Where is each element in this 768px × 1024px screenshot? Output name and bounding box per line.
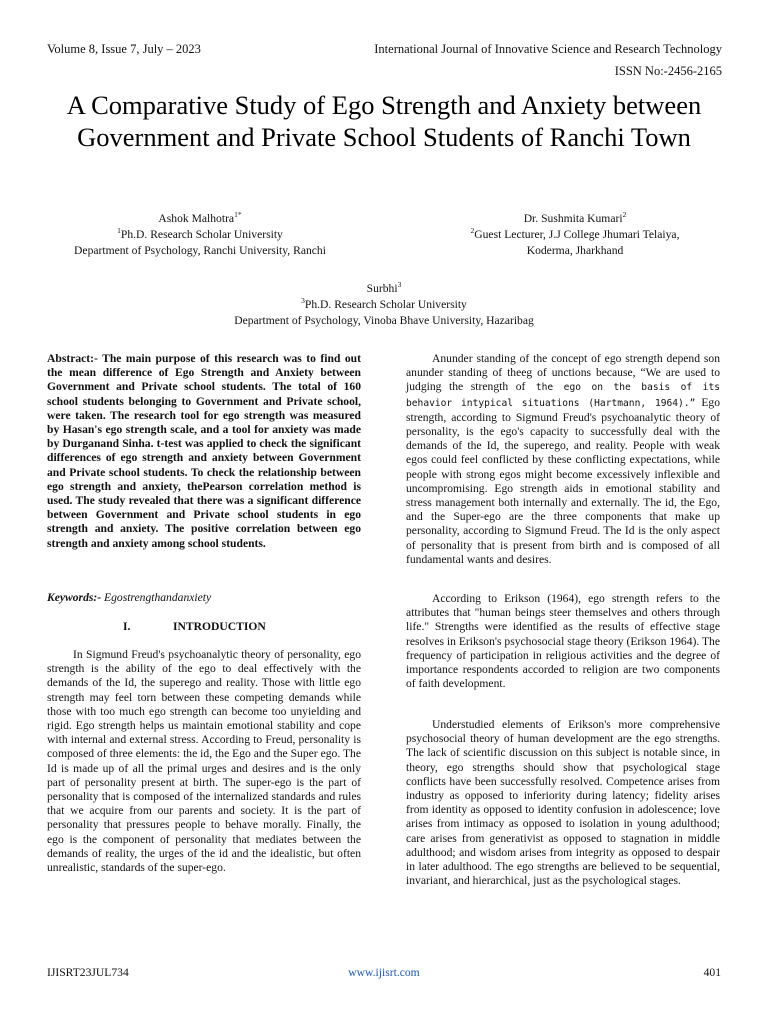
footer-article-id: IJISRT23JUL734 [47, 966, 129, 979]
footer-page-number: 401 [703, 966, 721, 979]
paragraph: Understudied elements of Erikson's more comprehensive psychosocial theory of human development are the ego strengths. The lack of scientific discussion on this subject is notable since, in theory, ego strengths should show that psychological stage conflicts have been successfully resolved. Competence arises from industry as opposed to inferiority during latency; fidelity arises from identity as opposed to identity confusion in adolescence; love arises from intimacy as opposed to isolation in young adulthood; care arises from generativist as opposed to stagnation in middle adulthood; and wisdom arises from integrity as opposed to despair in later adulthood. The ego strengths are believed to be sequential, invariant, and hierarchical, just as the psychological stages. [406, 718, 720, 888]
affiliation-mark: 2 [470, 226, 475, 236]
keywords [47, 591, 361, 605]
affiliation-line: Koderma, Jharkhand [526, 244, 624, 257]
author-block-1 [40, 211, 360, 259]
keywords-label: Keywords:- [47, 591, 102, 604]
header-journal-name: International Journal of Innovative Science and Research Technology [374, 42, 722, 56]
author-mark: 1* [234, 210, 242, 220]
author-name: Surbhi [366, 282, 398, 295]
right-paragraph-3 [406, 718, 720, 888]
affiliation-line: Guest Lecturer, J.J College Jhumari Telaiya, [474, 228, 680, 241]
paragraph: In Sigmund Freud's psychoanalytic theory of personality, ego strength is the ability of the ego to deal effectively with the demands of the Id, the superego and reality. Those with little ego strength may feel torn between these competing demands while those with too much ego strength can become too unyielding and rigid. Ego strength helps us maintain emotional stability and cope with internal and external stress. According to Freud, personality is composed of three elements: the id, the Ego and the Super ego. The Id is made up of all the primal urges and desires and is the only part of personality present at birth. The super-ego is the part of personality that is composed of the internalized standards and rules that we acquire from our parents and society. It is the part of personality that pressures people to behave morally. Finally, the ego is the component of personality that mediates between the demands of reality, the urges of the id and the idealistic, but often unrealistic, standards of the super-ego. [47, 648, 361, 875]
section-title: INTRODUCTION [173, 620, 266, 633]
author-block-2 [405, 211, 745, 259]
author-mark: 3 [397, 280, 402, 290]
affiliation-line: Department of Psychology, Ranchi University, Ranchi [74, 244, 326, 257]
author-block-3 [150, 281, 618, 329]
affiliation-line: Ph.D. Research Scholar University [304, 298, 467, 311]
affiliation-line: Department of Psychology, Vinoba Bhave University, Hazaribag [234, 314, 534, 327]
footer-url-link[interactable]: www.ijisrt.com [348, 966, 420, 979]
affiliation-mark: 3 [301, 296, 305, 306]
affiliation-line: Ph.D. Research Scholar University [120, 228, 283, 241]
paragraph-text: Anunder standing of the concept of ego strength depend son anunder standing of theeg of unctions because, “We are used to judging the strength of [406, 352, 720, 394]
author-name: Ashok Malhotra [158, 212, 235, 225]
paragraph: According to Erikson (1964), ego strength refers to the attributes that "human beings steer themselves and others through life." Strengths were identified as the results of effective stage resolves in Erikson's psychosocial stage theory (Erikson 1964). The frequency of participation in religious activities and the degree of importance respondents accorded to religion are two components of faith development. [406, 592, 720, 691]
right-paragraph-1 [406, 352, 720, 567]
affiliation-mark: 1 [117, 226, 121, 236]
keywords-value: Egostrengthandanxiety [104, 591, 212, 604]
paper-title: A Comparative Study of Ego Strength and Anxiety between Government and Private School Students of Ranchi Town [66, 90, 702, 152]
quote-text: the ego on the basis of its behavior intypical situations (Hartmann, 1964).” [406, 382, 720, 409]
header-issn: ISSN No:-2456-2165 [614, 64, 722, 78]
author-name: Dr. Sushmita Kumari [523, 212, 623, 225]
header-volume: Volume 8, Issue 7, July – 2023 [47, 42, 201, 56]
right-paragraph-2 [406, 592, 720, 691]
introduction-body [47, 648, 361, 875]
section-number: I. [123, 620, 131, 633]
paragraph-text: Ego strength, according to Sigmund Freud's psychoanalytic theory of personality, is the ego's capacity to successfully deal with the demands of the Id, the superego, and reality. People with weak egos could feel conflicted by these conflicting expectations, while people with strong egos might become excessively inflexible and uncompromising. Ego strength aids in emotional stability and stress management both internally and externally. The id, the Ego, and the Super-ego are the three components that make up personality, according to Sigmund Freud. The Id is the only aspect of personality that is present from birth and is composed of all fundamental wants and desires. [406, 395, 720, 566]
abstract-text: Abstract:- The main purpose of this research was to find out the mean difference of Ego Strength and Anxiety between Government and Private school students. The total of 160 school students belonging to Government and Private school, were taken. The research tool for ego strength was measured by Hasan's ego strength scale, and a tool for anxiety was made by Durganand Sinha. t-test was applied to check the significant differences of ego strength and anxiety between Government and Private school students. To check the relationship between ego strength and anxiety, thePearson correlation method is used. The study revealed that there was a significant difference between Government and Private school students in ego strength and anxiety. The positive correlation between ego strength and anxiety among school students. [47, 352, 361, 550]
author-mark: 2 [622, 210, 627, 220]
abstract [47, 352, 361, 551]
